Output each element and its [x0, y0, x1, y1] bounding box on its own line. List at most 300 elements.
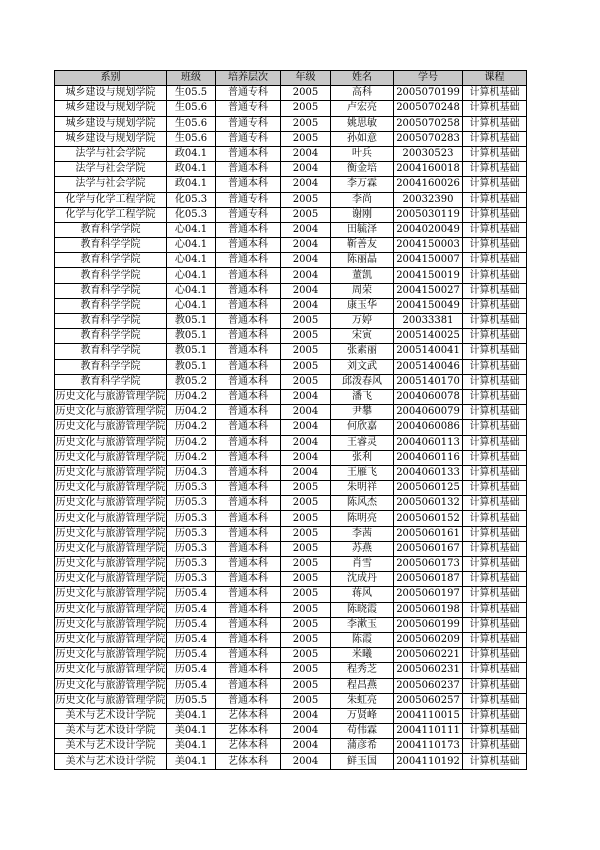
student-id-cell: 2004110192: [394, 754, 463, 769]
class-cell: 心04.1: [167, 238, 216, 253]
column-header: 班级: [167, 71, 216, 86]
course-cell: 计算机基础: [463, 481, 527, 496]
name-cell: 苏燕: [331, 541, 394, 556]
student-id-cell: 2005060221: [394, 648, 463, 663]
table-row: [55, 207, 527, 222]
name-cell: 卢宏亮: [331, 101, 394, 116]
dept-cell: 历史文化与旅游管理学院: [55, 496, 167, 511]
course-cell: 计算机基础: [463, 526, 527, 541]
grade-cell: 2005: [281, 648, 331, 663]
dept-cell: 教育科学学院: [55, 374, 167, 389]
column-header: 年级: [281, 71, 331, 86]
dept-cell: 历史文化与旅游管理学院: [55, 632, 167, 647]
level-cell: 普通本科: [216, 374, 281, 389]
class-cell: 政04.1: [167, 146, 216, 161]
level-cell: 普通本科: [216, 663, 281, 678]
name-cell: 潘飞: [331, 389, 394, 404]
table-row: [55, 678, 527, 693]
grade-cell: 2004: [281, 739, 331, 754]
class-cell: 历05.4: [167, 632, 216, 647]
grade-cell: 2005: [281, 572, 331, 587]
class-cell: 心04.1: [167, 268, 216, 283]
class-cell: 历05.3: [167, 541, 216, 556]
name-cell: 李漱玉: [331, 617, 394, 632]
course-cell: 计算机基础: [463, 268, 527, 283]
course-cell: 计算机基础: [463, 708, 527, 723]
course-cell: 计算机基础: [463, 678, 527, 693]
dept-cell: 教育科学学院: [55, 268, 167, 283]
student-id-cell: 2004060078: [394, 389, 463, 404]
dept-cell: 美术与艺术设计学院: [55, 708, 167, 723]
column-header: 姓名: [331, 71, 394, 86]
table-row: [55, 86, 527, 101]
class-cell: 美04.1: [167, 754, 216, 769]
course-cell: 计算机基础: [463, 617, 527, 632]
course-cell: 计算机基础: [463, 496, 527, 511]
student-id-cell: 2004160026: [394, 177, 463, 192]
dept-cell: 化学与化学工程学院: [55, 207, 167, 222]
class-cell: 心04.1: [167, 222, 216, 237]
table-row: [55, 511, 527, 526]
student-id-cell: 2004150003: [394, 238, 463, 253]
class-cell: 历04.3: [167, 465, 216, 480]
grade-cell: 2005: [281, 374, 331, 389]
level-cell: 普通本科: [216, 617, 281, 632]
student-id-cell: 2004020049: [394, 222, 463, 237]
class-cell: 历05.3: [167, 572, 216, 587]
course-cell: 计算机基础: [463, 162, 527, 177]
grade-cell: 2005: [281, 496, 331, 511]
name-cell: 张素丽: [331, 344, 394, 359]
grade-cell: 2005: [281, 602, 331, 617]
student-id-cell: 2005060199: [394, 617, 463, 632]
grade-cell: 2004: [281, 435, 331, 450]
dept-cell: 历史文化与旅游管理学院: [55, 678, 167, 693]
course-cell: 计算机基础: [463, 724, 527, 739]
dept-cell: 历史文化与旅游管理学院: [55, 481, 167, 496]
dept-cell: 历史文化与旅游管理学院: [55, 420, 167, 435]
dept-cell: 历史文化与旅游管理学院: [55, 526, 167, 541]
dept-cell: 历史文化与旅游管理学院: [55, 389, 167, 404]
course-cell: 计算机基础: [463, 222, 527, 237]
table-row: [55, 693, 527, 708]
name-cell: 高科: [331, 86, 394, 101]
course-cell: 计算机基础: [463, 663, 527, 678]
name-cell: 苟伟霖: [331, 724, 394, 739]
column-header: 学号: [394, 71, 463, 86]
name-cell: 陈霞: [331, 632, 394, 647]
name-cell: 王雁飞: [331, 465, 394, 480]
name-cell: 陈晓霞: [331, 602, 394, 617]
course-cell: 计算机基础: [463, 329, 527, 344]
class-cell: 历04.2: [167, 405, 216, 420]
course-cell: 计算机基础: [463, 632, 527, 647]
course-cell: 计算机基础: [463, 511, 527, 526]
header-row: [55, 71, 527, 86]
class-cell: 美04.1: [167, 739, 216, 754]
level-cell: 普通专科: [216, 116, 281, 131]
student-id-cell: 2004060133: [394, 465, 463, 480]
level-cell: 普通本科: [216, 496, 281, 511]
grade-cell: 2005: [281, 86, 331, 101]
course-cell: 计算机基础: [463, 754, 527, 769]
table-row: [55, 192, 527, 207]
student-id-cell: 20030523: [394, 146, 463, 161]
student-id-cell: 2005140046: [394, 359, 463, 374]
level-cell: 普通本科: [216, 648, 281, 663]
name-cell: 李尚: [331, 192, 394, 207]
grade-cell: 2004: [281, 146, 331, 161]
class-cell: 历04.2: [167, 420, 216, 435]
student-id-cell: 2005140170: [394, 374, 463, 389]
dept-cell: 城乡建设与规划学院: [55, 86, 167, 101]
name-cell: 衡金培: [331, 162, 394, 177]
dept-cell: 历史文化与旅游管理学院: [55, 602, 167, 617]
student-id-cell: 2005060231: [394, 663, 463, 678]
name-cell: 肖雪: [331, 557, 394, 572]
table-row: [55, 632, 527, 647]
name-cell: 陈风杰: [331, 496, 394, 511]
student-id-cell: 2005070258: [394, 116, 463, 131]
grade-cell: 2005: [281, 632, 331, 647]
grade-cell: 2005: [281, 587, 331, 602]
table-row: [55, 283, 527, 298]
class-cell: 生05.6: [167, 116, 216, 131]
course-cell: 计算机基础: [463, 146, 527, 161]
class-cell: 历05.3: [167, 557, 216, 572]
course-cell: 计算机基础: [463, 587, 527, 602]
grade-cell: 2004: [281, 420, 331, 435]
grade-cell: 2004: [281, 708, 331, 723]
name-cell: 李万霖: [331, 177, 394, 192]
dept-cell: 法学与社会学院: [55, 177, 167, 192]
class-cell: 历04.2: [167, 435, 216, 450]
column-header: 课程: [463, 71, 527, 86]
dept-cell: 城乡建设与规划学院: [55, 131, 167, 146]
level-cell: 普通本科: [216, 693, 281, 708]
course-cell: 计算机基础: [463, 450, 527, 465]
course-cell: 计算机基础: [463, 541, 527, 556]
dept-cell: 历史文化与旅游管理学院: [55, 648, 167, 663]
dept-cell: 教育科学学院: [55, 344, 167, 359]
student-id-cell: 2005060173: [394, 557, 463, 572]
level-cell: 普通本科: [216, 283, 281, 298]
name-cell: 程秀芝: [331, 663, 394, 678]
level-cell: 普通本科: [216, 222, 281, 237]
class-cell: 历05.3: [167, 496, 216, 511]
level-cell: 普通本科: [216, 177, 281, 192]
dept-cell: 历史文化与旅游管理学院: [55, 663, 167, 678]
level-cell: 普通本科: [216, 253, 281, 268]
grade-cell: 2004: [281, 754, 331, 769]
grade-cell: 2005: [281, 101, 331, 116]
table-row: [55, 238, 527, 253]
dept-cell: 法学与社会学院: [55, 162, 167, 177]
student-id-cell: 2004060079: [394, 405, 463, 420]
name-cell: 蒋风: [331, 587, 394, 602]
course-cell: 计算机基础: [463, 253, 527, 268]
dept-cell: 历史文化与旅游管理学院: [55, 511, 167, 526]
student-id-cell: 2005060152: [394, 511, 463, 526]
name-cell: 靳善友: [331, 238, 394, 253]
level-cell: 普通本科: [216, 298, 281, 313]
level-cell: 普通本科: [216, 344, 281, 359]
dept-cell: 教育科学学院: [55, 222, 167, 237]
level-cell: 普通本科: [216, 587, 281, 602]
student-id-cell: 2004150019: [394, 268, 463, 283]
grade-cell: 2004: [281, 405, 331, 420]
grade-cell: 2005: [281, 511, 331, 526]
level-cell: 普通专科: [216, 207, 281, 222]
class-cell: 教05.1: [167, 344, 216, 359]
grade-cell: 2005: [281, 481, 331, 496]
name-cell: 康玉华: [331, 298, 394, 313]
dept-cell: 教育科学学院: [55, 314, 167, 329]
name-cell: 米曦: [331, 648, 394, 663]
student-id-cell: 2005030119: [394, 207, 463, 222]
class-cell: 历05.4: [167, 648, 216, 663]
name-cell: 朱虹亮: [331, 693, 394, 708]
table-row: [55, 557, 527, 572]
course-cell: 计算机基础: [463, 298, 527, 313]
table-row: [55, 420, 527, 435]
student-id-cell: 2005060187: [394, 572, 463, 587]
table-row: [55, 329, 527, 344]
table-row: [55, 268, 527, 283]
name-cell: 陈明亮: [331, 511, 394, 526]
dept-cell: 教育科学学院: [55, 253, 167, 268]
dept-cell: 历史文化与旅游管理学院: [55, 572, 167, 587]
grade-cell: 2005: [281, 526, 331, 541]
dept-cell: 历史文化与旅游管理学院: [55, 541, 167, 556]
class-cell: 政04.1: [167, 177, 216, 192]
level-cell: 普通本科: [216, 329, 281, 344]
name-cell: 谢刚: [331, 207, 394, 222]
grade-cell: 2005: [281, 314, 331, 329]
table-row: [55, 344, 527, 359]
course-cell: 计算机基础: [463, 739, 527, 754]
student-id-cell: 2004160018: [394, 162, 463, 177]
name-cell: 李茜: [331, 526, 394, 541]
dept-cell: 教育科学学院: [55, 329, 167, 344]
dept-cell: 历史文化与旅游管理学院: [55, 405, 167, 420]
course-cell: 计算机基础: [463, 101, 527, 116]
dept-cell: 历史文化与旅游管理学院: [55, 587, 167, 602]
class-cell: 心04.1: [167, 253, 216, 268]
level-cell: 普通本科: [216, 481, 281, 496]
level-cell: 普通本科: [216, 511, 281, 526]
name-cell: 董凯: [331, 268, 394, 283]
student-id-cell: 2004150049: [394, 298, 463, 313]
name-cell: 陈丽晶: [331, 253, 394, 268]
table-row: [55, 617, 527, 632]
grade-cell: 2005: [281, 541, 331, 556]
grade-cell: 2005: [281, 207, 331, 222]
table-row: [55, 389, 527, 404]
class-cell: 历05.3: [167, 511, 216, 526]
table-row: [55, 435, 527, 450]
student-id-cell: 2005140025: [394, 329, 463, 344]
level-cell: 普通本科: [216, 420, 281, 435]
class-cell: 历05.4: [167, 602, 216, 617]
dept-cell: 美术与艺术设计学院: [55, 739, 167, 754]
level-cell: 普通专科: [216, 192, 281, 207]
class-cell: 历05.4: [167, 587, 216, 602]
grade-cell: 2004: [281, 298, 331, 313]
course-cell: 计算机基础: [463, 238, 527, 253]
column-header: 培养层次: [216, 71, 281, 86]
class-cell: 美04.1: [167, 708, 216, 723]
table-row: [55, 222, 527, 237]
student-id-cell: 20032390: [394, 192, 463, 207]
course-cell: 计算机基础: [463, 389, 527, 404]
column-header: 系别: [55, 71, 167, 86]
student-id-cell: 2005060209: [394, 632, 463, 647]
grade-cell: 2004: [281, 283, 331, 298]
table-row: [55, 359, 527, 374]
student-id-cell: 2005060257: [394, 693, 463, 708]
table-row: [55, 708, 527, 723]
class-cell: 教05.1: [167, 359, 216, 374]
level-cell: 艺体本科: [216, 724, 281, 739]
class-cell: 历05.4: [167, 663, 216, 678]
table-row: [55, 541, 527, 556]
dept-cell: 历史文化与旅游管理学院: [55, 435, 167, 450]
student-id-cell: 2005060161: [394, 526, 463, 541]
course-cell: 计算机基础: [463, 131, 527, 146]
name-cell: 周荣: [331, 283, 394, 298]
table-row: [55, 374, 527, 389]
dept-cell: 历史文化与旅游管理学院: [55, 450, 167, 465]
name-cell: 朱明祥: [331, 481, 394, 496]
dept-cell: 教育科学学院: [55, 283, 167, 298]
class-cell: 历05.4: [167, 617, 216, 632]
table-row: [55, 572, 527, 587]
course-cell: 计算机基础: [463, 693, 527, 708]
class-cell: 历04.2: [167, 450, 216, 465]
table-row: [55, 648, 527, 663]
course-cell: 计算机基础: [463, 465, 527, 480]
name-cell: 张利: [331, 450, 394, 465]
level-cell: 普通本科: [216, 465, 281, 480]
table-row: [55, 481, 527, 496]
course-cell: 计算机基础: [463, 602, 527, 617]
course-cell: 计算机基础: [463, 116, 527, 131]
table-row: [55, 405, 527, 420]
grade-cell: 2004: [281, 724, 331, 739]
name-cell: 尹攀: [331, 405, 394, 420]
grade-cell: 2005: [281, 557, 331, 572]
level-cell: 普通专科: [216, 131, 281, 146]
class-cell: 化05.3: [167, 192, 216, 207]
course-cell: 计算机基础: [463, 359, 527, 374]
dept-cell: 美术与艺术设计学院: [55, 724, 167, 739]
class-cell: 教05.1: [167, 329, 216, 344]
name-cell: 蒲彦希: [331, 739, 394, 754]
name-cell: 何欣嘉: [331, 420, 394, 435]
name-cell: 邱泼春风: [331, 374, 394, 389]
student-id-cell: 2004060113: [394, 435, 463, 450]
grade-cell: 2005: [281, 131, 331, 146]
dept-cell: 教育科学学院: [55, 238, 167, 253]
name-cell: 刘文武: [331, 359, 394, 374]
dept-cell: 历史文化与旅游管理学院: [55, 557, 167, 572]
student-id-cell: 2005060167: [394, 541, 463, 556]
level-cell: 普通本科: [216, 389, 281, 404]
dept-cell: 城乡建设与规划学院: [55, 101, 167, 116]
course-cell: 计算机基础: [463, 557, 527, 572]
dept-cell: 法学与社会学院: [55, 146, 167, 161]
grade-cell: 2005: [281, 116, 331, 131]
table-row: [55, 162, 527, 177]
grade-cell: 2004: [281, 465, 331, 480]
grade-cell: 2005: [281, 693, 331, 708]
table-row: [55, 739, 527, 754]
table-row: [55, 131, 527, 146]
level-cell: 普通本科: [216, 314, 281, 329]
class-cell: 历05.4: [167, 678, 216, 693]
grade-cell: 2005: [281, 329, 331, 344]
class-cell: 历05.5: [167, 693, 216, 708]
class-cell: 历05.3: [167, 481, 216, 496]
course-cell: 计算机基础: [463, 86, 527, 101]
level-cell: 普通本科: [216, 359, 281, 374]
grade-cell: 2004: [281, 389, 331, 404]
level-cell: 普通本科: [216, 435, 281, 450]
grade-cell: 2004: [281, 177, 331, 192]
student-id-cell: 2004150027: [394, 283, 463, 298]
student-id-cell: 2005140041: [394, 344, 463, 359]
class-cell: 美04.1: [167, 724, 216, 739]
course-cell: 计算机基础: [463, 207, 527, 222]
table-row: [55, 450, 527, 465]
class-cell: 历05.3: [167, 526, 216, 541]
student-table: [54, 70, 527, 770]
grade-cell: 2004: [281, 238, 331, 253]
name-cell: 万贤峰: [331, 708, 394, 723]
course-cell: 计算机基础: [463, 192, 527, 207]
class-cell: 教05.2: [167, 374, 216, 389]
level-cell: 普通本科: [216, 602, 281, 617]
grade-cell: 2005: [281, 344, 331, 359]
level-cell: 普通本科: [216, 162, 281, 177]
level-cell: 艺体本科: [216, 708, 281, 723]
name-cell: 鲜玉国: [331, 754, 394, 769]
table-row: [55, 177, 527, 192]
table-row: [55, 465, 527, 480]
student-id-cell: 2005060197: [394, 587, 463, 602]
level-cell: 普通本科: [216, 541, 281, 556]
table-row: [55, 298, 527, 313]
dept-cell: 历史文化与旅游管理学院: [55, 617, 167, 632]
student-id-cell: 2005070283: [394, 131, 463, 146]
level-cell: 普通本科: [216, 632, 281, 647]
dept-cell: 教育科学学院: [55, 298, 167, 313]
name-cell: 田毓泽: [331, 222, 394, 237]
table-row: [55, 754, 527, 769]
grade-cell: 2005: [281, 678, 331, 693]
class-cell: 心04.1: [167, 298, 216, 313]
class-cell: 历04.2: [167, 389, 216, 404]
table-row: [55, 526, 527, 541]
grade-cell: 2005: [281, 663, 331, 678]
course-cell: 计算机基础: [463, 344, 527, 359]
table-row: [55, 587, 527, 602]
class-cell: 化05.3: [167, 207, 216, 222]
grade-cell: 2005: [281, 617, 331, 632]
class-cell: 生05.6: [167, 131, 216, 146]
dept-cell: 城乡建设与规划学院: [55, 116, 167, 131]
